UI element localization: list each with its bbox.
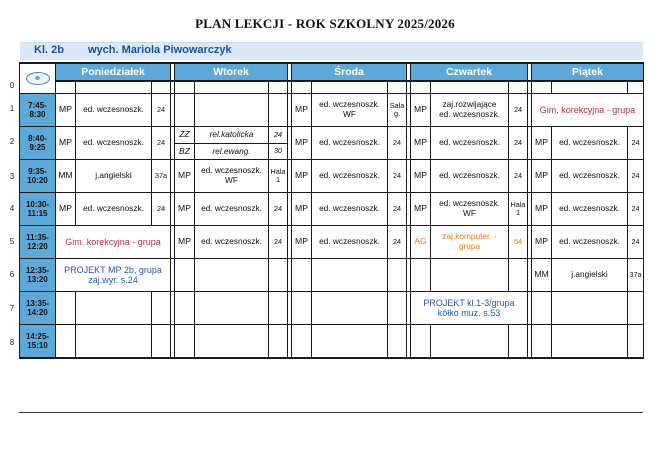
teacher-abbr: MP (292, 226, 312, 259)
teacher-abbr: MP (292, 94, 312, 127)
room: 24 (628, 226, 644, 259)
teacher-abbr: MP (292, 127, 312, 160)
merged-lesson: PROJEKT MP 2b, grupa zaj.wyr. s.24 (56, 259, 171, 292)
lesson-time: 12:35- 13:20 (20, 259, 56, 292)
row-number: 8 (9, 338, 15, 347)
teacher-abbr: MP (56, 127, 76, 160)
timetable (19, 62, 644, 359)
teacher-abbr: MP (175, 226, 195, 259)
teacher-abbr: MP (532, 127, 552, 160)
lesson-time: 8:40- 9:25 (20, 127, 56, 160)
lesson-time: 13:35- 14:20 (20, 292, 56, 325)
row-number: 6 (9, 270, 15, 279)
day-header-row (20, 63, 644, 81)
room: 54 (509, 226, 528, 259)
row-number: 1 (9, 104, 15, 113)
teacher-abbr: MM (56, 160, 76, 193)
school-emblem-icon (26, 72, 50, 85)
teacher-abbr: AG (411, 226, 431, 259)
teacher-abbr: MM (532, 259, 552, 292)
day-header-wednesday: Środa (292, 63, 407, 81)
teacher-abbr: ZZ (175, 127, 195, 144)
room: 24 (269, 127, 288, 144)
subject: ed. wczesnoszk. (312, 160, 388, 193)
table-row (20, 292, 644, 325)
room: 30 (269, 144, 288, 160)
table-row (20, 259, 644, 292)
room: 24 (388, 127, 407, 160)
lesson-time: 14:25- 15:10 (20, 325, 56, 358)
room: 37a (628, 259, 644, 292)
row-number: 7 (9, 304, 15, 313)
table-row (20, 226, 644, 259)
subject: ed. wczesnoszk. (552, 226, 628, 259)
day-header-monday: Poniedziałek (56, 63, 171, 81)
subject: ed. wczesnoszk. (431, 160, 509, 193)
table-row (20, 127, 644, 144)
school-logo (20, 63, 56, 94)
room: 37a (152, 160, 171, 193)
teacher-abbr: MP (411, 193, 431, 226)
subject: ed. wczesnoszk. (552, 193, 628, 226)
subject: ed. wczesnoszk. (552, 160, 628, 193)
teacher-abbr: MP (292, 193, 312, 226)
subject: ed. wczesnoszk. WF (312, 94, 388, 127)
subject: zaj.komputer. - grupa (431, 226, 509, 259)
class-label: Kl. 2b (34, 44, 64, 56)
subject: ed. wczesnoszk. (431, 127, 509, 160)
room: Sala g. (388, 94, 407, 127)
subject: rel.katolicka (195, 127, 269, 144)
class-header-bar (20, 42, 643, 60)
teacher-abbr: MP (56, 94, 76, 127)
subject: ed. wczesnoszk. (312, 226, 388, 259)
subject: ed. wczesnoszk. (76, 94, 152, 127)
room: 24 (388, 226, 407, 259)
subheader-row (20, 81, 644, 94)
lesson-time: 11:35- 12:20 (20, 226, 56, 259)
room: 24 (269, 193, 288, 226)
teacher-abbr: MP (56, 193, 76, 226)
teacher-label: wych. Mariola Piwowarczyk (88, 44, 232, 56)
subject: rel.ewang. (195, 144, 269, 160)
room: 24 (628, 160, 644, 193)
teacher-abbr: MP (532, 226, 552, 259)
subject: ed. wczesnoszk. (312, 127, 388, 160)
table-row (20, 94, 644, 127)
subject: ed. wczesnoszk. (195, 226, 269, 259)
subject: ed. wczesnoszk. (312, 193, 388, 226)
row-number: 0 (9, 81, 15, 90)
day-header-tuesday: Wtorek (175, 63, 288, 81)
teacher-abbr: MP (411, 94, 431, 127)
subject: ed. wczesnoszk. (195, 193, 269, 226)
page-title: PLAN LEKCJI - ROK SZKOLNY 2025/2026 (195, 16, 455, 31)
lesson-time: 10:30- 11:15 (20, 193, 56, 226)
row-number: 2 (9, 137, 15, 146)
subject: ed. wczesnoszk. WF (195, 160, 269, 193)
subject: ed. wczesnoszk. (76, 127, 152, 160)
row-number: 4 (9, 204, 15, 213)
teacher-abbr: MP (175, 160, 195, 193)
room: 24 (269, 226, 288, 259)
teacher-abbr: MP (411, 160, 431, 193)
subject: j.angielski (76, 160, 152, 193)
room: 24 (388, 160, 407, 193)
room: 24 (509, 127, 528, 160)
room: 24 (388, 193, 407, 226)
merged-lesson: Gim. korekcyjna - grupa (56, 226, 171, 259)
room: 24 (628, 193, 644, 226)
teacher-abbr: MP (532, 193, 552, 226)
subject: j.angielski (552, 259, 628, 292)
row-number: 3 (9, 172, 15, 181)
table-row (20, 193, 644, 226)
room: Hala 1 (269, 160, 288, 193)
subject: ed. wczesnoszk. (76, 193, 152, 226)
lesson-time: 7:45- 8:30 (20, 94, 56, 127)
teacher-abbr: BZ (175, 144, 195, 160)
subject: zaj.rozwijające ed. wczesnoszk. (431, 94, 509, 127)
lesson-time: 9:35- 10:20 (20, 160, 56, 193)
room: 24 (152, 94, 171, 127)
table-row (20, 325, 644, 358)
subject: ed. wczesnoszk. WF (431, 193, 509, 226)
teacher-abbr: MP (292, 160, 312, 193)
teacher-abbr: MP (175, 193, 195, 226)
subject: ed. wczesnoszk. (552, 127, 628, 160)
room: 24 (152, 127, 171, 160)
footer-rule (19, 412, 643, 413)
table-row (20, 160, 644, 193)
teacher-abbr: MP (411, 127, 431, 160)
room: 24 (628, 127, 644, 160)
row-number: 5 (9, 237, 15, 246)
merged-lesson: Gim. korekcyjna - grupa (532, 94, 644, 127)
day-header-thursday: Czwartek (411, 63, 528, 81)
room: 24 (152, 193, 171, 226)
teacher-abbr: MP (532, 160, 552, 193)
merged-lesson: PROJEKT kl.1-3/grupa kółko muz. s.53 (411, 292, 528, 325)
room: 24 (509, 94, 528, 127)
day-header-friday: Piątek (532, 63, 644, 81)
room: 24 (509, 160, 528, 193)
room: Hala 1 (509, 193, 528, 226)
